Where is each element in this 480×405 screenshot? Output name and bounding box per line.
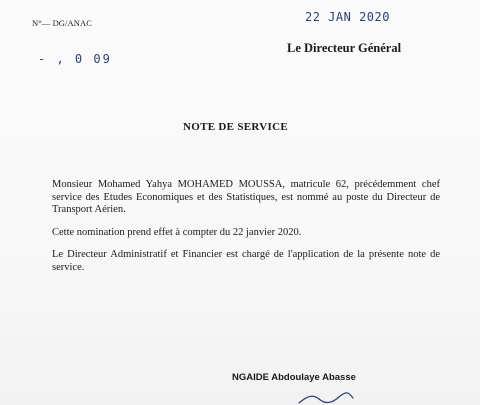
date-stamp: 22 JAN 2020 bbox=[305, 10, 390, 24]
signatory-title: Le Directeur Général bbox=[287, 41, 402, 55]
reference-number: N°— DG/ANAC bbox=[32, 18, 92, 28]
signature-ink-mark bbox=[295, 390, 355, 405]
paragraph-effective-date: Cette nomination prend effet à compter du 22 janvier 2020. bbox=[52, 226, 302, 238]
signature-name: NGAIDE Abdoulaye Abasse bbox=[232, 372, 356, 383]
stamped-number: - , 0 09 bbox=[38, 52, 112, 66]
document-body bbox=[52, 179, 440, 274]
document-title: NOTE DE SERVICE bbox=[183, 121, 288, 133]
paragraph-responsibility: Le Directeur Administratif et Financier est chargé de l'application de la présente note de service. bbox=[52, 249, 440, 273]
paragraph-appointment: Monsieur Mohamed Yahya MOHAMED MOUSSA, matricule 62, précédemment chef service des Etudes Economiques et des Statistiques, est nommé au poste du Directeur de Transport Aérien. bbox=[52, 179, 440, 215]
